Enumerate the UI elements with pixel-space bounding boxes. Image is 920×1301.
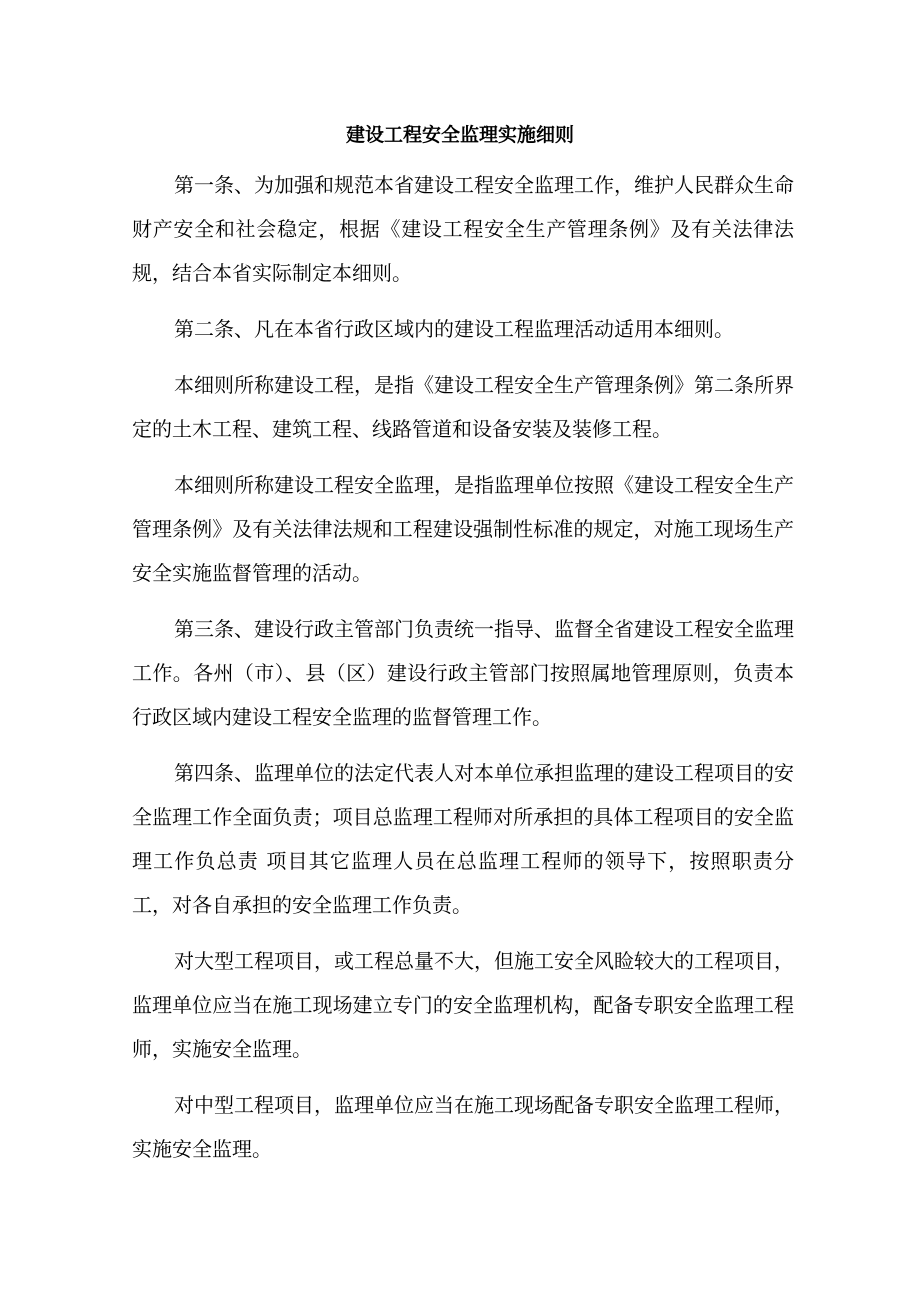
paragraph-article-1: 第一条、为加强和规范本省建设工程安全监理工作，维护人民群众生命财产安全和社会稳定，根据《建设工程安全生产管理条例》及有关法律法规，结合本省实际制定本细则。 xyxy=(132,173,794,285)
paragraph-article-3: 第三条、建设行政主管部门负责统一指导、监督全省建设工程安全监理工作。各州（市）、县（区）建设行政主管部门按照属地管理原则，负责本行政区域内建设工程安全监理的监督管理工作。 xyxy=(132,617,794,729)
paragraph-large-projects: 对大型工程项目，或工程总量不大，但施工安全风睑较大的工程项目，监理单位应当在施工现场建立专门的安全监理机构，配备专职安全监理工程师，实施安全监理。 xyxy=(132,949,794,1061)
paragraph-definition-safety-supervision: 本细则所称建设工程安全监理，是指监理单位按照《建设工程安全生产管理条例》及有关法律法规和工程建设强制性标准的规定，对施工现场生产安全实施监督管理的活动。 xyxy=(132,473,794,585)
document-body xyxy=(132,163,794,1183)
paragraph-article-2: 第二条、凡在本省行政区域内的建设工程监理活动适用本细则。 xyxy=(174,317,734,341)
paragraph-medium-projects: 对中型工程项目，监理单位应当在施工现场配备专职安全监理工程师，实施安全监理。 xyxy=(132,1093,794,1161)
document-title: 建设工程安全监理实施细则 xyxy=(345,124,574,146)
paragraph-article-4: 第四条、监理单位的法定代表人对本单位承担监理的建设工程项目的安全监理工作全面负责；项目总监理工程师对所承担的具体工程项目的安全监理工作负总责 项目其它监理人员在总监理工程师的领导下，按照职责分工，对各自承担的安全监理工作负责。 xyxy=(132,761,794,917)
paragraph-definition-construction: 本细则所称建设工程，是指《建设工程安全生产管理条例》第二条所界定的土木工程、建筑工程、线路管道和设备安装及装修工程。 xyxy=(132,373,794,441)
